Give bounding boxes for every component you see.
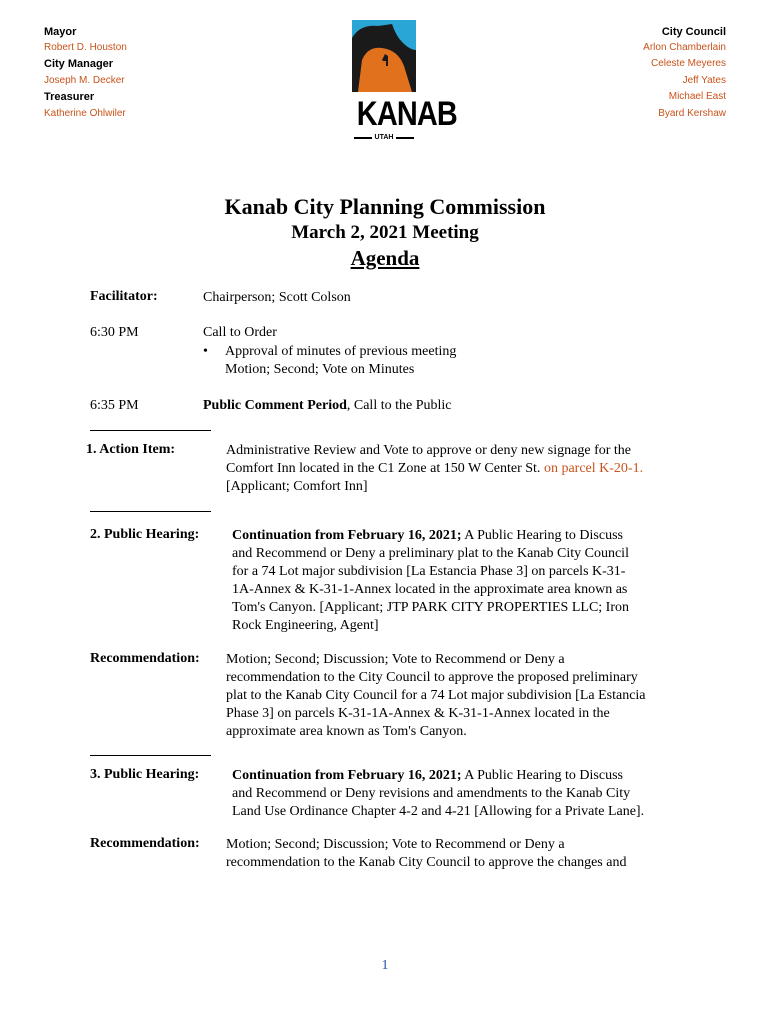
page-number: 1 [381, 958, 389, 973]
council-member: Jeff Yates [682, 75, 726, 86]
item1-label: 1. Action Item: [86, 442, 176, 457]
logo-landscape-icon [352, 20, 416, 92]
kanab-logo [352, 20, 457, 141]
council-member: Byard Kershaw [658, 108, 726, 119]
rec2-text: Motion; Second; Discussion; Vote to Recommend or Deny a recommendation to the City Council to approve the proposed preliminary plat to the Kanab City Council for a 74 Lot major subdivision [La Estancia Phase 3] on parcels K-31-1A-Annex & K-31-1-Annex located in the approximate area known as Tom's Canyon. [226, 652, 646, 739]
item2-text: Continuation from February 16, 2021; A Public Hearing to Discuss and Recommend or Deny a preliminary plat to the Kanab City Council for a 74 Lot major subdivision [La Estancia Phase 3] on parcels K-31- 1A-Annex & K-31-1-Annex located in the approximate area known as Tom's Canyon. [Applicant; JTP PARK CITY PROPERTIES LLC; Iron Rock Engineering, Agent] [232, 528, 629, 633]
council-member: Celeste Meyeres [650, 58, 726, 69]
divider [90, 755, 211, 756]
minutes-bullet: • Approval of minutes of previous meeting [203, 344, 457, 359]
city-manager-name: Joseph M. Decker [44, 75, 125, 86]
item2-label: 2. Public Hearing: [90, 527, 200, 542]
facilitator-text: Chairperson; Scott Colson [203, 290, 351, 305]
mayor-label: Mayor [44, 26, 77, 38]
council-member: Michael East [668, 91, 726, 102]
item3-text: Continuation from February 16, 2021; A Public Hearing to Discuss and Recommend or Deny revisions and amendments to the Kanab City Land Use Ordinance Chapter 4-2 and 4-21 [Allowing for a Private Lane]. [232, 768, 645, 819]
call-to-order-time: 6:30 PM [90, 325, 139, 340]
rec2-label: Recommendation: [90, 651, 200, 666]
city-manager-label: City Manager [44, 58, 114, 70]
rec3-text: Motion; Second; Discussion; Vote to Recommend or Deny a recommendation to the Kanab City Council to approve the changes and [226, 837, 627, 870]
item1-text: Administrative Review and Vote to approve or deny new signage for the Comfort Inn located in the C1 Zone at 150 W Center St. on parcel K-20-1. [Applicant; Comfort Inn] [226, 443, 644, 494]
city-council-label: City Council [661, 26, 726, 38]
treasurer-label: Treasurer [44, 91, 95, 103]
meeting-date: March 2, 2021 Meeting [291, 222, 479, 243]
divider [90, 430, 211, 431]
item3-label: 3. Public Hearing: [90, 767, 200, 782]
minutes-vote-text: Motion; Second; Vote on Minutes [225, 362, 415, 377]
header-left [44, 26, 127, 124]
treasurer-name: Katherine Ohlwiler [44, 108, 126, 119]
public-comment-text: Public Comment Period, Call to the Public [203, 398, 452, 413]
divider [90, 511, 211, 512]
minutes-bullet-text: Approval of minutes of previous meeting [225, 344, 457, 359]
public-comment-time: 6:35 PM [90, 398, 139, 413]
logo-state: UTAH [352, 134, 416, 141]
mayor-name: Robert D. Houston [44, 42, 127, 53]
rec3-label: Recommendation: [90, 836, 200, 851]
document-title: Kanab City Planning Commission [224, 194, 546, 219]
header-right [643, 26, 726, 124]
call-to-order-title: Call to Order [203, 325, 277, 340]
logo-word: KANAB [356, 95, 457, 133]
agenda-heading: Agenda [350, 246, 420, 270]
council-member: Arlon Chamberlain [643, 42, 726, 53]
facilitator-label: Facilitator: [90, 289, 158, 304]
